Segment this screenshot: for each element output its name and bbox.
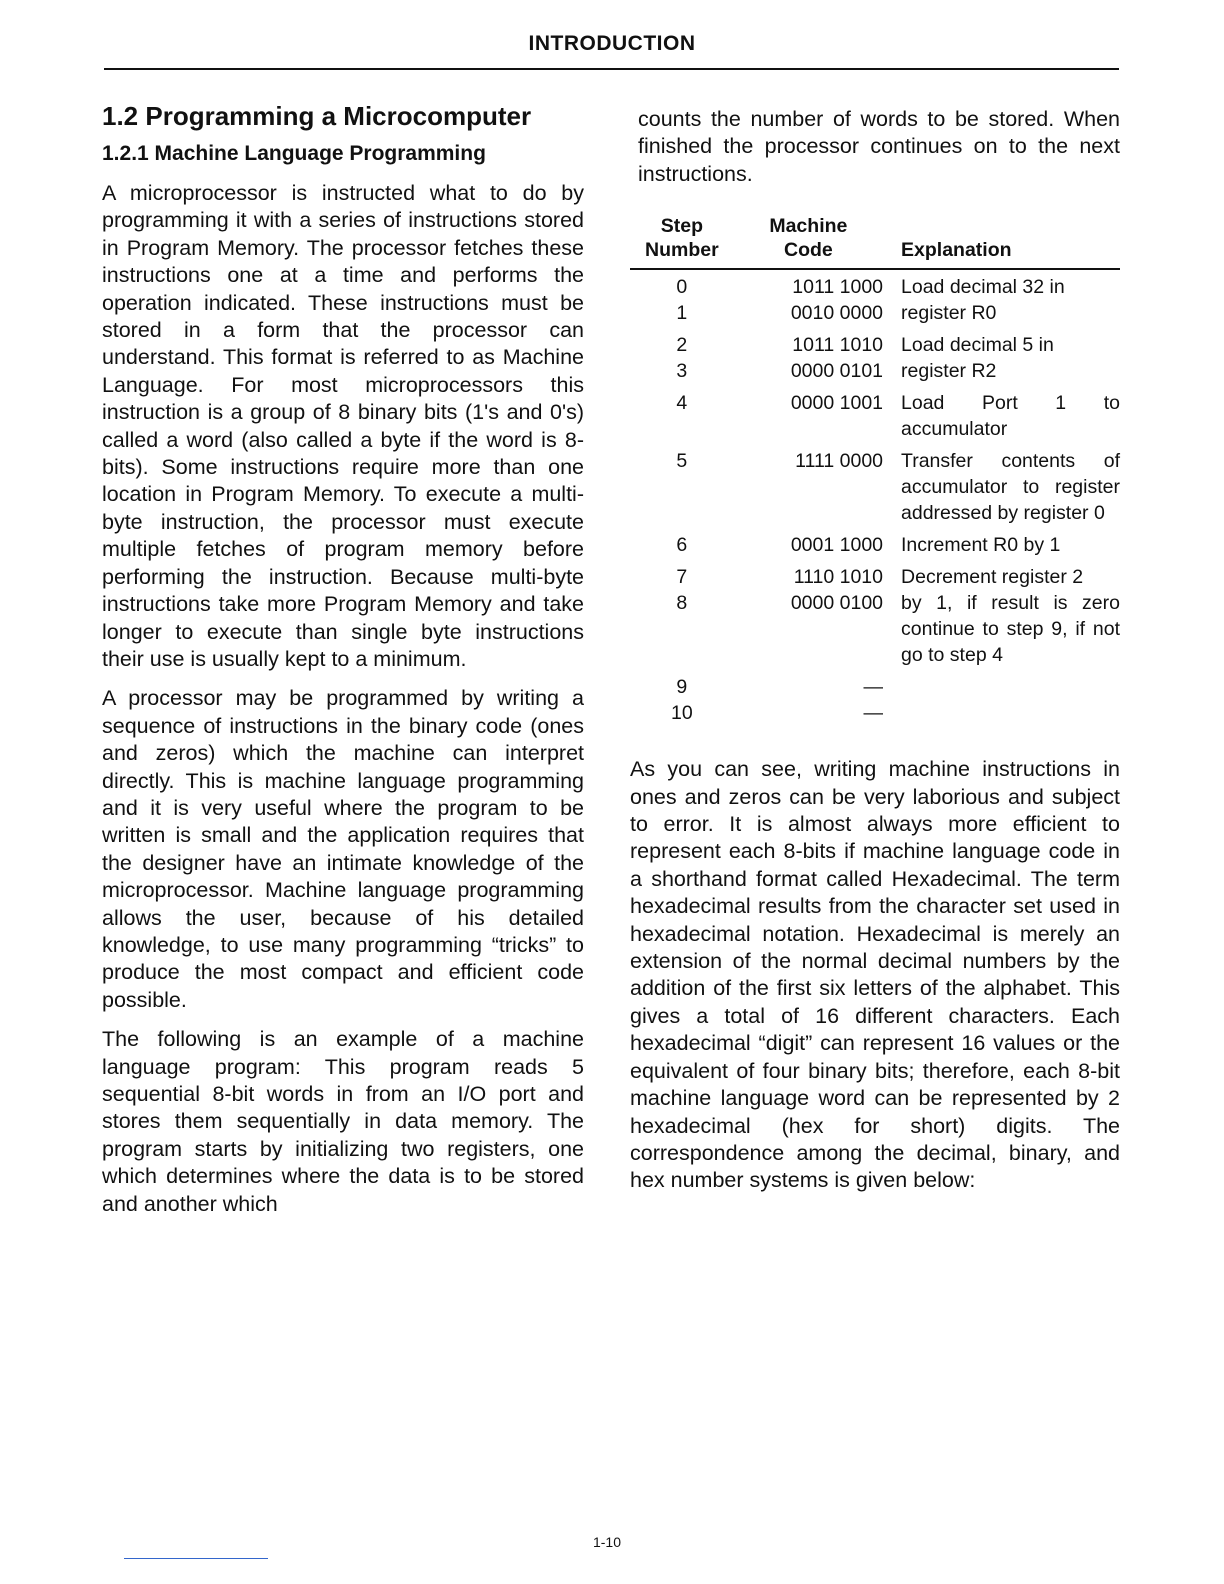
step-number-cell: 2 <box>676 334 688 357</box>
machine-code-cell: — <box>863 702 884 725</box>
explanation-cell: register R0 <box>901 302 997 325</box>
step-number-cell: 3 <box>676 360 688 383</box>
explanation-cell: Transfer contents of accumulator to register addressed by register 0 <box>901 450 1120 525</box>
explanation-cell: Decrement register 2 <box>901 566 1084 589</box>
machine-code-cell: 1011 1010 <box>792 334 884 357</box>
paragraph: A microprocessor is instructed what to do by programming it with a series of instructions stored in Program Memory. The processor fetches these instructions one at a time and performs the operation indicated. These instructions must be stored in a form that the processor can understand. This format is referred to as Machine Language. For most microprocessors this instruction is a group of 8 binary bits (1's and 0's) called a word (also called a byte if the word is 8-bits). Some instructions require more than one location in Program Memory. To execute a multi-byte instruction, the processor must execute multiple fetches of program memory before performing the instruction. Because multi-byte instructions take more Program Memory and take longer to execute than single byte instructions their use is usually kept to a minimum. <box>102 181 584 671</box>
header-rule <box>104 68 1119 70</box>
table-row <box>630 384 1120 442</box>
page-header: INTRODUCTION <box>528 32 696 55</box>
paragraph: The following is an example of a machine language program: This program reads 5 sequential 8-bit words in from an I/O port and stores them sequentially in data memory. The program starts by initializing two registers, one which determines where the data is to be stored and another which <box>102 1027 584 1216</box>
table-header-row <box>630 214 1120 269</box>
paragraph: As you can see, writing machine instructions in ones and zeros can be very laborious and subject to error. It is almost always more efficient to represent each 8-bits if machine language code in a shorthand format called Hexadecimal. The term hexadecimal results from the character set used in hexadecimal notation. Hexadecimal is merely an extension of the normal decimal numbers by the addition of the first six letters of the alphabet. This gives a total of 16 different characters. Each hexadecimal “digit” can represent 16 values or the equivalent of four binary bits; therefore, each 8-bit machine language word can be represented by 2 hexadecimal (hex for short) digits. The correspondence among the decimal, binary, and hex number systems is given below: <box>630 757 1120 1193</box>
step-number-cell: 1 <box>676 302 688 325</box>
explanation-cell: Increment R0 by 1 <box>901 534 1061 557</box>
step-number-cell: 9 <box>676 676 688 699</box>
paragraph: counts the number of words to be stored. When finished the processor continues on to the next instructions. <box>638 107 1120 186</box>
machine-code-cell: 0000 0100 <box>790 592 884 615</box>
page-number: 1-10 <box>592 1534 622 1550</box>
table-body <box>630 269 1120 726</box>
step-number-cell: 8 <box>676 592 688 615</box>
header-step-number <box>630 214 734 269</box>
footer-line <box>124 1558 268 1559</box>
machine-code-cell: 0000 0101 <box>790 360 884 383</box>
step-number-cell: 10 <box>671 702 693 725</box>
machine-code-cell: 0001 1000 <box>790 534 884 557</box>
table-row <box>630 442 1120 526</box>
machine-code-cell: 0010 0000 <box>790 302 884 325</box>
step-number-cell: 7 <box>676 566 688 589</box>
step-number-cell: 6 <box>676 534 688 557</box>
table-row <box>630 590 1120 668</box>
table-row <box>630 668 1120 700</box>
explanation-cell: register R2 <box>901 360 997 383</box>
header-code-line1: Machine <box>769 215 848 238</box>
explanation-cell: by 1, if result is zero continue to step 9, if not go to step 4 <box>901 592 1120 667</box>
machine-code-cell: 1011 1000 <box>792 276 884 299</box>
header-step-line2: Number <box>645 239 719 262</box>
machine-code-cell: — <box>863 676 884 699</box>
table-row <box>630 300 1120 326</box>
header-explanation: Explanation <box>883 214 1120 269</box>
machine-code-cell: 0000 1001 <box>790 392 884 415</box>
machine-code-cell: 1111 0000 <box>795 450 884 473</box>
step-number-cell: 0 <box>676 276 688 299</box>
machine-code-table <box>630 214 1120 726</box>
section-title: 1.2 Programming a Microcomputer <box>102 101 532 131</box>
table-row <box>630 526 1120 558</box>
table-row <box>630 558 1120 590</box>
explanation-cell: Load decimal 5 in <box>901 334 1054 357</box>
explanation-cell: Load Port 1 to accumulator <box>901 392 1120 441</box>
header-machine-code <box>734 214 883 269</box>
right-column <box>630 106 1120 1207</box>
step-number-cell: 4 <box>676 392 688 415</box>
step-number-cell: 5 <box>676 450 688 473</box>
machine-code-cell: 1110 1010 <box>793 566 884 589</box>
table-row <box>630 326 1120 358</box>
table-row <box>630 269 1120 300</box>
header-step-line1: Step <box>660 215 703 238</box>
explanation-cell <box>883 668 1120 700</box>
paragraph: A processor may be programmed by writing a sequence of instructions in the binary code (ones and zeros) which the machine can interpret directly. This is machine language programming and it is very useful where the program to be written is small and the application requires that the designer have an intimate knowledge of the microprocessor. Machine language programming allows the user, because of his detailed knowledge, to use many programming “tricks” to produce the most compact and efficient code possible. <box>102 686 584 1012</box>
header-code-line2: Code <box>783 239 833 262</box>
left-column <box>102 100 584 1230</box>
subsection-title: 1.2.1 Machine Language Programming <box>102 142 486 165</box>
table-row <box>630 358 1120 384</box>
explanation-cell <box>883 700 1120 726</box>
table-row <box>630 700 1120 726</box>
explanation-cell: Load decimal 32 in <box>901 276 1065 299</box>
